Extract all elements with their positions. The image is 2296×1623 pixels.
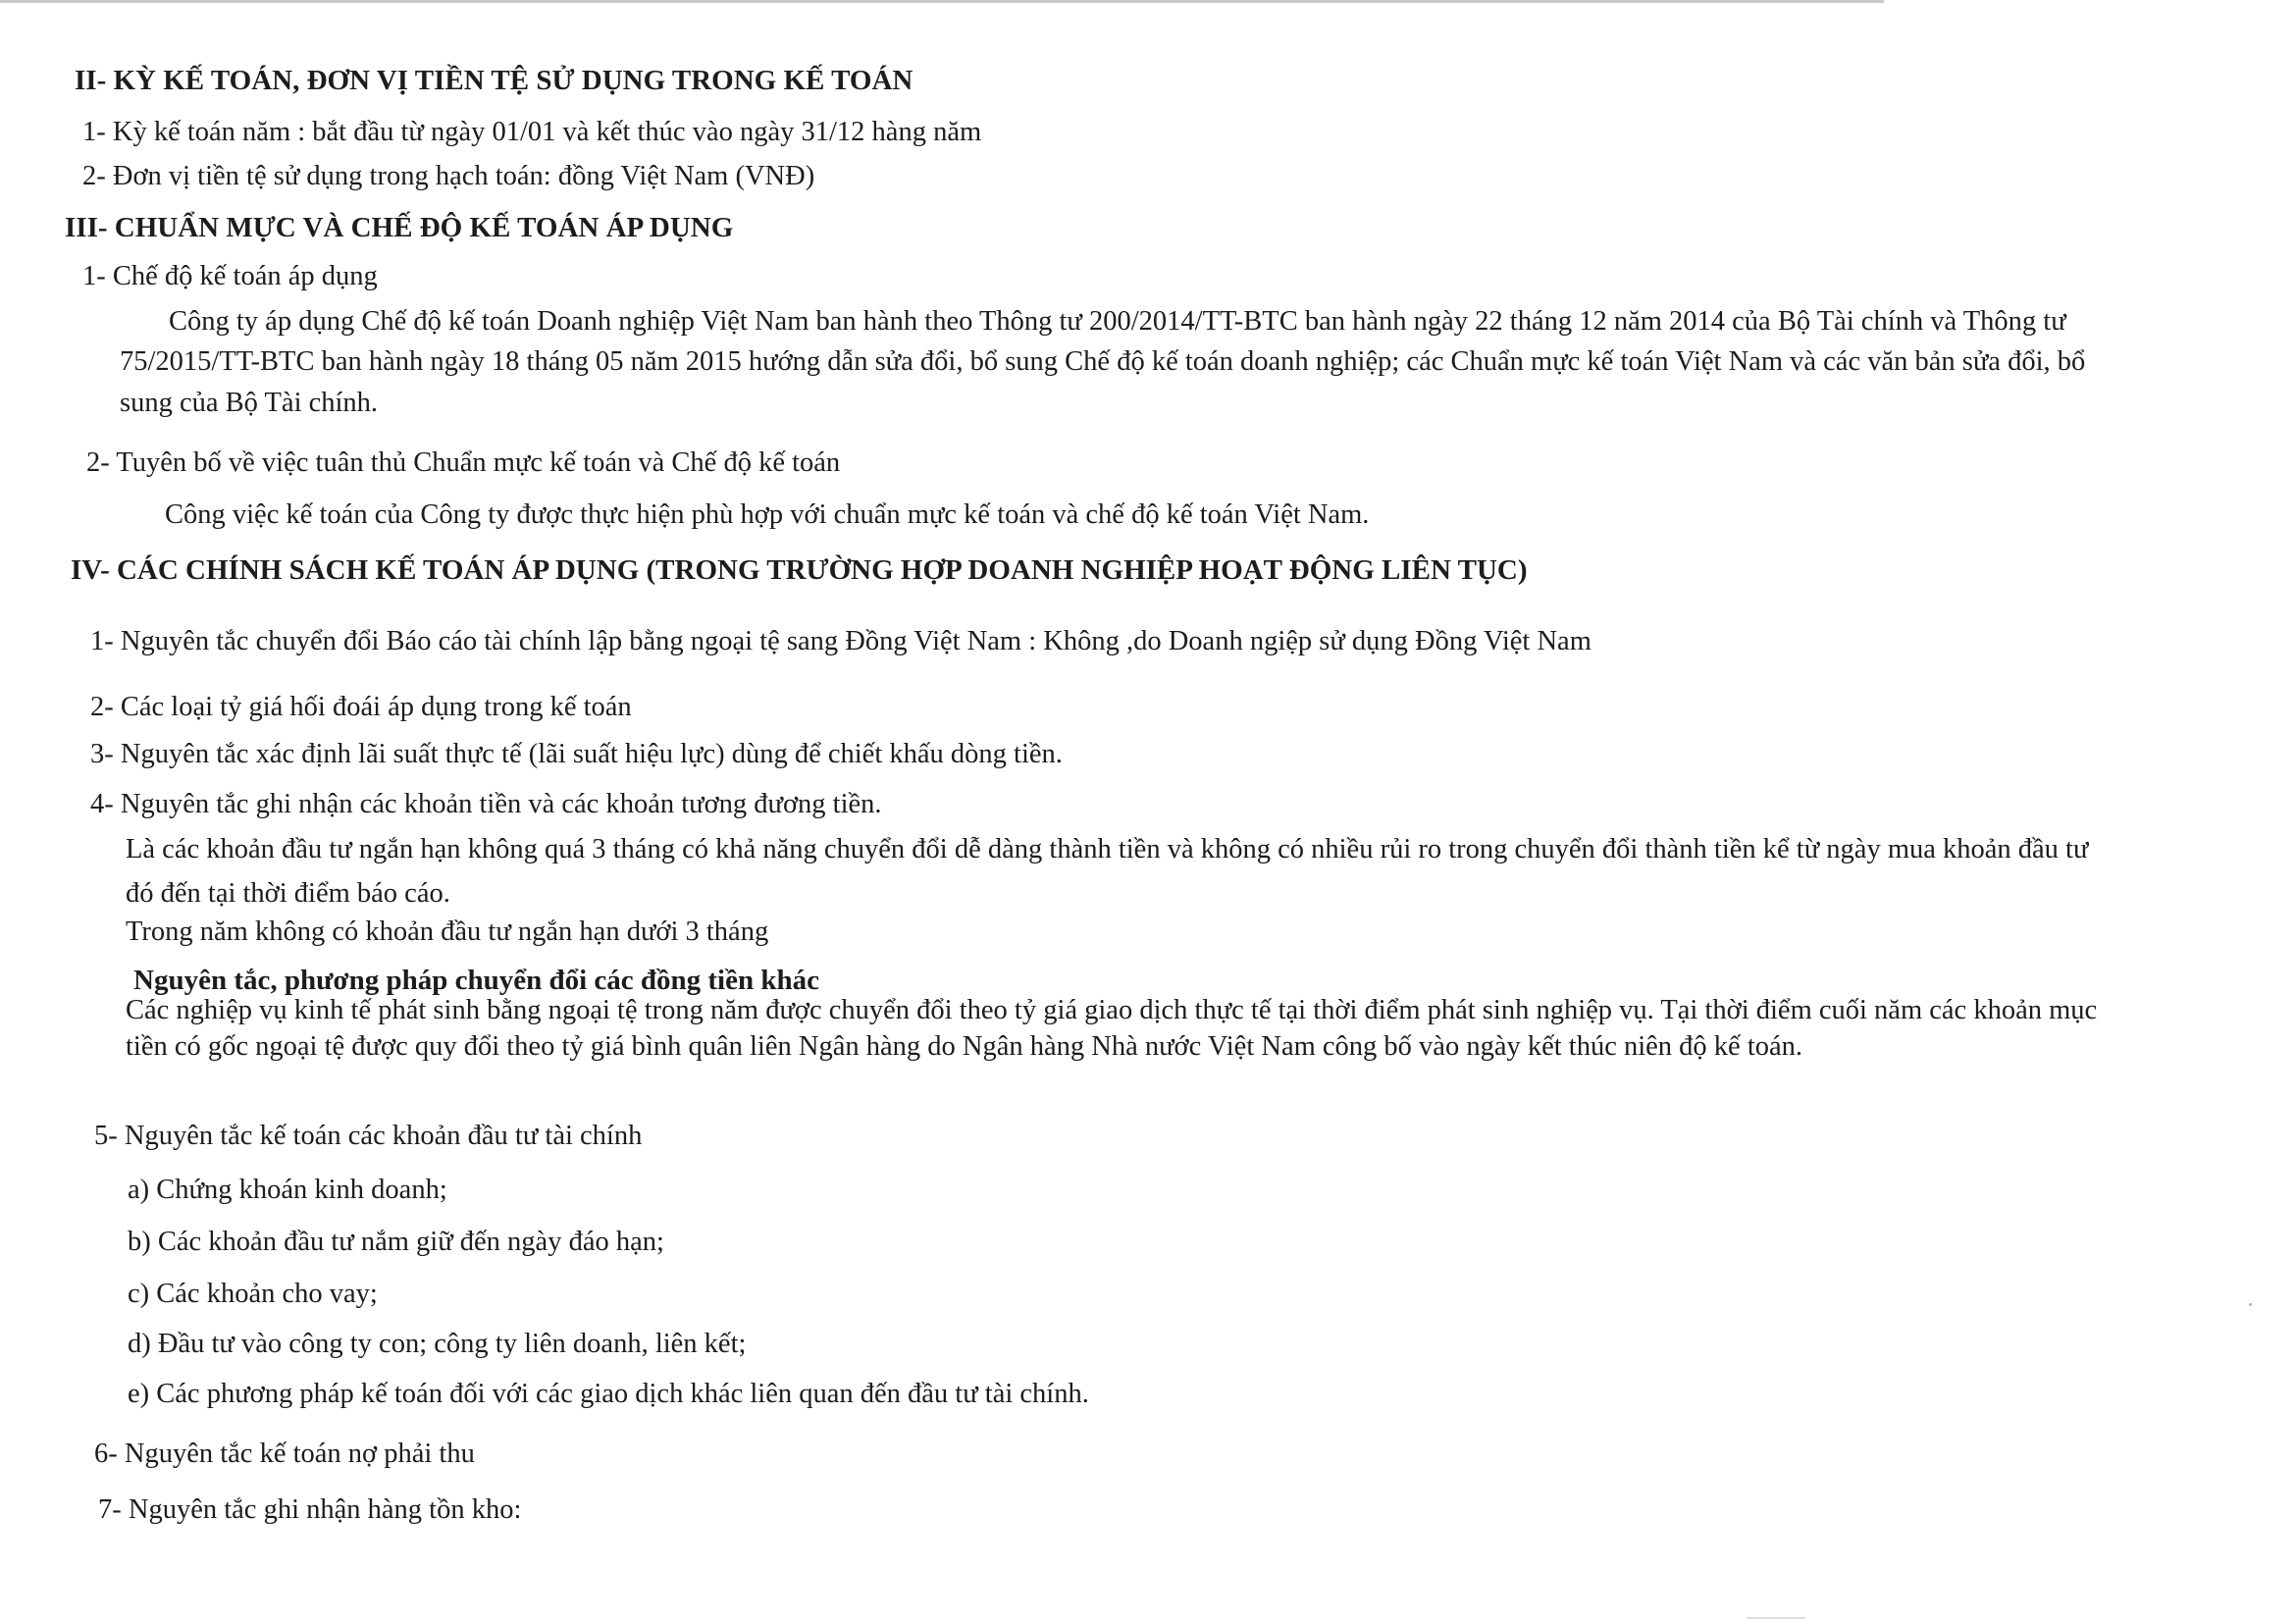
section-iv-title: IV- CÁC CHÍNH SÁCH KẾ TOÁN ÁP DỤNG (TRONG TRƯỜNG HỢP DOANH NGHIỆP HOẠT ĐỘNG LIÊN TỤC) [71, 554, 1528, 586]
section-iv-item-7: 7- Nguyên tắc ghi nhận hàng tồn kho: [98, 1494, 522, 1525]
section-iv-item-4: 4- Nguyên tắc ghi nhận các khoản tiền và các khoản tương đương tiền. [90, 789, 882, 819]
section-iii-title: III- CHUẨN MỰC VÀ CHẾ ĐỘ KẾ TOÁN ÁP DỤNG [65, 212, 734, 243]
section-iv-item-5-sub: d) Đầu tư vào công ty con; công ty liên doanh, liên kết; [128, 1329, 747, 1359]
section-iv-item-3: 3- Nguyên tắc xác định lãi suất thực tế (lãi suất hiệu lực) dùng để chiết khấu dòng tiền. [90, 739, 1063, 769]
section-iv-item-6: 6- Nguyên tắc kế toán nợ phải thu [94, 1439, 475, 1469]
scan-edge-line [0, 0, 1884, 3]
scan-speck [2249, 1303, 2252, 1306]
section-iv-item-4-text-line: Trong năm không có khoản đầu tư ngắn hạn dưới 3 tháng [126, 916, 769, 947]
section-iv-item-4-text-line: Là các khoản đầu tư ngắn hạn không quá 3 tháng có khả năng chuyển đổi dễ dàng thành tiền và không có nhiều rủi ro trong chuyển đổi thành tiền kể từ ngày mua khoản đầu tư [126, 834, 2089, 864]
scan-speck [1747, 1617, 1805, 1619]
section-iii-item-1-text-line: Công ty áp dụng Chế độ kế toán Doanh nghiệp Việt Nam ban hành theo Thông tư 200/2014/TT-BTC ban hành ngày 22 tháng 12 năm 2014 của Bộ Tài chính và Thông tư [169, 306, 2066, 337]
section-iv-item-1: 1- Nguyên tắc chuyển đổi Báo cáo tài chính lập bằng ngoại tệ sang Đồng Việt Nam : Không ,do Doanh ngiệp sử dụng Đồng Việt Nam [90, 626, 1592, 656]
section-iv-item-5-sub: e) Các phương pháp kế toán đối với các giao dịch khác liên quan đến đầu tư tài chính. [128, 1379, 1089, 1409]
section-iv-item-2: 2- Các loại tỷ giá hối đoái áp dụng trong kế toán [90, 692, 632, 722]
section-iv-item-5-sub: a) Chứng khoán kinh doanh; [128, 1175, 447, 1205]
section-iv-item-4-text-line: đó đến tại thời điểm báo cáo. [126, 878, 450, 909]
section-ii-item-1: 1- Kỳ kế toán năm : bắt đầu từ ngày 01/01 và kết thúc vào ngày 31/12 hàng năm [82, 117, 982, 147]
section-iv-item-5: 5- Nguyên tắc kế toán các khoản đầu tư tài chính [94, 1121, 643, 1151]
section-iii-item-1-text-line: sung của Bộ Tài chính. [120, 388, 379, 418]
section-iii-item-2-text: Công việc kế toán của Công ty được thực hiện phù hợp với chuẩn mực kế toán và chế độ kế toán Việt Nam. [165, 499, 1370, 530]
section-iv-item-4-subtitle: Nguyên tắc, phương pháp chuyển đổi các đồng tiền khác [133, 965, 819, 996]
section-iv-item-5-sub: b) Các khoản đầu tư nắm giữ đến ngày đáo hạn; [128, 1227, 664, 1257]
section-ii-item-2: 2- Đơn vị tiền tệ sử dụng trong hạch toán: đồng Việt Nam (VNĐ) [82, 161, 815, 191]
section-iii-item-1-text-line: 75/2015/TT-BTC ban hành ngày 18 tháng 05 năm 2015 hướng dẫn sửa đổi, bổ sung Chế độ kế toán doanh nghiệp; các Chuẩn mực kế toán Việt Nam và các văn bản sửa đổi, bổ [120, 346, 2086, 377]
section-iv-item-4-sub-text-line: tiền có gốc ngoại tệ được quy đổi theo tỷ giá bình quân liên Ngân hàng do Ngân hàng Nhà nước Việt Nam công bố vào ngày kết thúc niên độ kế toán. [126, 1031, 1803, 1062]
section-iii-item-2: 2- Tuyên bố về việc tuân thủ Chuẩn mực kế toán và Chế độ kế toán [86, 447, 841, 478]
section-iv-item-5-sub: c) Các khoản cho vay; [128, 1279, 378, 1309]
section-iii-item-1: 1- Chế độ kế toán áp dụng [82, 261, 378, 291]
section-iv-item-4-sub-text-line: Các nghiệp vụ kinh tế phát sinh bằng ngoại tệ trong năm được chuyển đổi theo tỷ giá giao dịch thực tế tại thời điểm phát sinh nghiệp vụ. Tại thời điểm cuối năm các khoản mục [126, 995, 2098, 1025]
section-ii-title: II- KỲ KẾ TOÁN, ĐƠN VỊ TIỀN TỆ SỬ DỤNG TRONG KẾ TOÁN [75, 65, 913, 96]
